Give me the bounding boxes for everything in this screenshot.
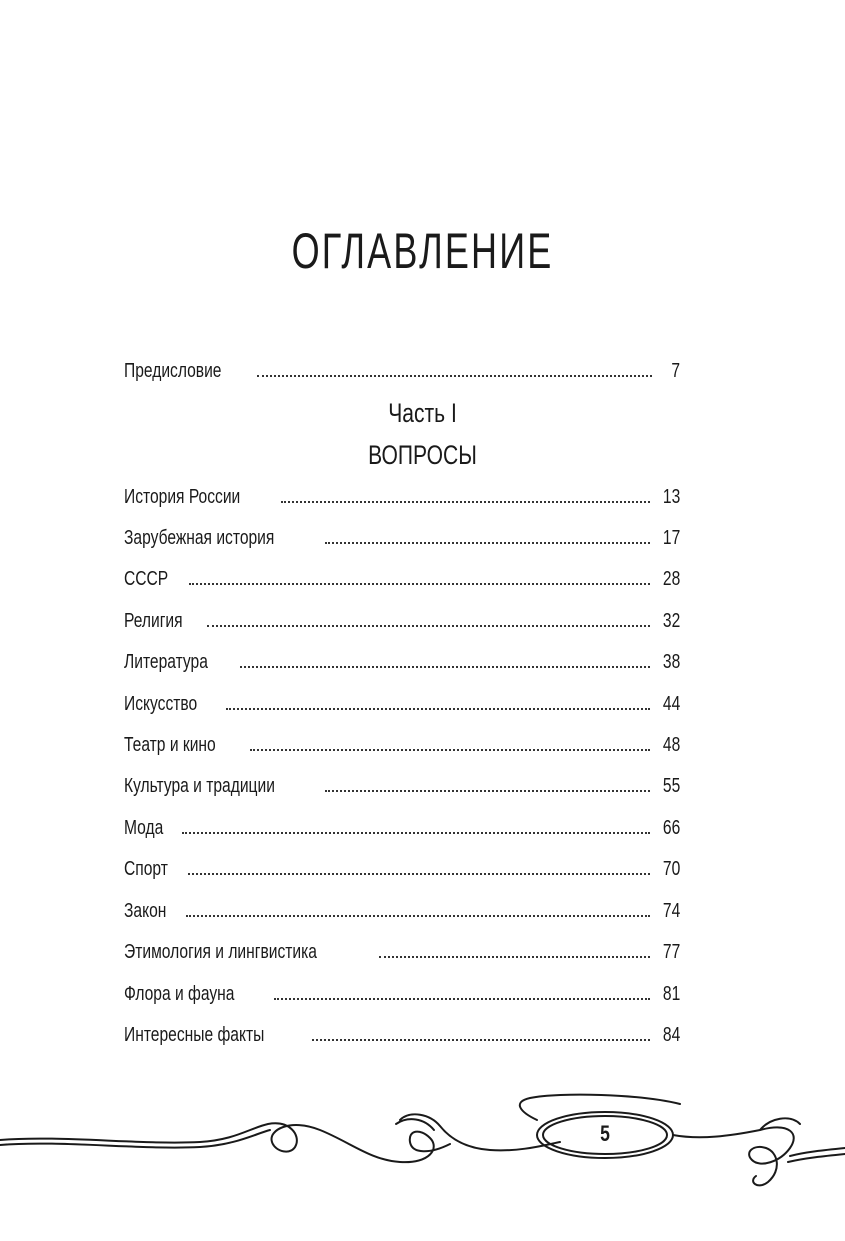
toc-entry-page: 77 [662, 941, 680, 963]
wavy-ornament [0, 1090, 845, 1210]
toc-entry-label: Спорт [124, 858, 168, 880]
toc-entry[interactable] [124, 809, 680, 839]
toc-entry-page: 70 [662, 858, 680, 880]
toc-entry[interactable] [124, 685, 680, 715]
toc-entry-page: 28 [662, 568, 680, 590]
toc-entry[interactable] [124, 560, 680, 590]
toc-entry-label: Зарубежная история [124, 527, 275, 549]
toc-entry[interactable] [124, 602, 680, 632]
toc-entry[interactable] [124, 767, 680, 797]
toc-entry-label: Театр и кино [124, 734, 216, 756]
leader-dots [379, 956, 649, 958]
leader-dots [250, 749, 650, 751]
toc-entry-page: 7 [671, 360, 680, 382]
toc-entry-label: Религия [124, 610, 183, 632]
toc-entry-page: 48 [662, 734, 680, 756]
toc-entry-label: СССР [124, 568, 169, 590]
leader-dots [186, 915, 649, 917]
toc-entry-label: Этимология и лингвистика [124, 941, 317, 963]
toc-entry-label: Мода [124, 817, 164, 839]
toc-entry-page: 44 [662, 693, 680, 715]
toc-entry[interactable] [124, 975, 680, 1005]
leader-dots [189, 583, 650, 585]
toc-entry-label: Искусство [124, 693, 198, 715]
toc-entry-label: Литература [124, 651, 208, 673]
toc-entry-label: Интересные факты [124, 1024, 265, 1046]
toc-entry-page: 55 [662, 775, 680, 797]
leader-dots [207, 625, 650, 627]
toc-entry-page: 17 [662, 527, 680, 549]
toc-entry[interactable] [124, 850, 680, 880]
leader-dots [226, 708, 650, 710]
leader-dots [257, 375, 652, 377]
leader-dots [240, 666, 650, 668]
toc-entry[interactable] [124, 933, 680, 963]
toc-entry[interactable] [124, 519, 680, 549]
leader-dots [312, 1039, 650, 1041]
toc-entry-page: 74 [662, 900, 680, 922]
part-subheading: ВОПРОСЫ [368, 440, 477, 470]
leader-dots [281, 501, 650, 503]
toc-entry-page: 32 [662, 610, 680, 632]
leader-dots [182, 832, 649, 834]
leader-dots [325, 790, 649, 792]
toc-entry[interactable] [124, 1016, 680, 1046]
toc-entry-page: 84 [662, 1024, 680, 1046]
toc-entry-preface[interactable] [124, 352, 680, 382]
leader-dots [325, 542, 650, 544]
toc-entry-label: Закон [124, 900, 167, 922]
toc-entry[interactable] [124, 726, 680, 756]
toc-entry-label: История России [124, 486, 241, 508]
toc-entry[interactable] [124, 478, 680, 508]
toc-entry-page: 81 [662, 983, 680, 1005]
toc-entry-page: 66 [662, 817, 680, 839]
toc-entry-label: Флора и фауна [124, 983, 235, 1005]
toc-entry-page: 38 [662, 651, 680, 673]
toc-entry[interactable] [124, 643, 680, 673]
page-title: ОГЛАВЛЕНИЕ [291, 223, 554, 279]
toc-entry[interactable] [124, 892, 680, 922]
leader-dots [274, 998, 650, 1000]
part-heading: Часть I [388, 398, 457, 428]
page-number: 5 [600, 1121, 610, 1146]
toc-entry-label: Предисловие [124, 360, 222, 382]
leader-dots [188, 873, 650, 875]
toc-entry-page: 13 [662, 486, 680, 508]
toc-entry-label: Культура и традиции [124, 775, 275, 797]
